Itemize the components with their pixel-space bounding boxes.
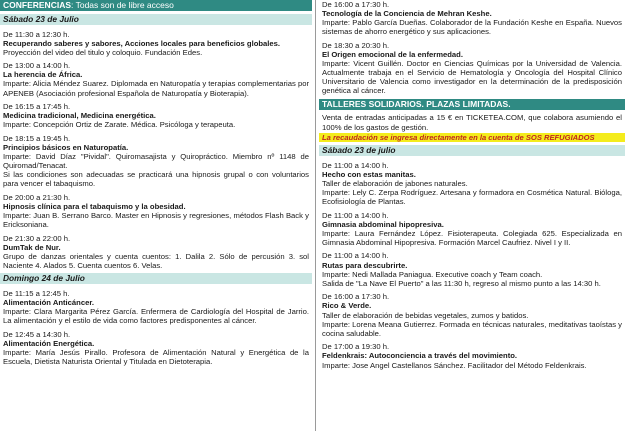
event-title: Hipnosis clínica para el tabaquismo y la obesidad. [3,202,186,212]
left-column [0,0,312,366]
event-title: La herencia de África. [3,70,83,80]
right-column [319,0,625,370]
event-description: Proyección del video del titulo y coloquio. Fundación Edes. [3,47,203,57]
event-item [319,251,625,287]
event-item [319,211,625,247]
left-day2-events [0,289,312,366]
banner-rest: : Todas son de libre acceso [71,0,174,10]
left-day1-events [0,30,312,271]
event-description: Imparte: Nedi Mallada Paniagua. Executive coach y Team coach. [322,269,543,279]
event-item [319,342,625,369]
refugiados-highlight: La recaudación se ingresa directamente en la cuenta de SOS REFUGIADOS [319,133,625,143]
event-description: Imparte: Concepción Ortiz de Zarate. Médica. Psicóloga y terapeuta. [3,120,236,130]
event-description: Imparte: Laura Fernández López. Fisioterapeuta. Colegiada 625. Especializada en Gimnasia Abdominal Hipopresiva. Formación Marcel Caufriez. Nivel I y II. [322,228,622,247]
event-time: De 16:00 a 17:30 h. [322,0,390,9]
event-title: Alimentación Anticáncer. [3,297,95,307]
event-time: De 11:30 a 12:30 h. [3,29,70,39]
event-description: Si las condiciones son adecuadas se practicará una hipnosis grupal o con voluntarios para vencer el tabaquismo. [3,170,309,189]
event-title: Feldenkrais: Autoconciencia a través del movimiento. [322,351,518,361]
event-title: Medicina tradicional, Medicina energética. [3,111,156,121]
event-description: Imparte: David Díaz "Pividal". Quiromasajista y Quiropráctico. Miembro nº 1148 de Quiromad/Tenacat. [3,152,309,171]
event-item [0,61,312,97]
event-description: Imparte: Lorena Meana Gutierrez. Formada en técnicas naturales, meditativas taoístas y cocina saludable. [322,319,622,338]
event-time: De 16:00 a 17:30 h. [322,292,390,302]
day-heading-sunday: Domingo 24 de Julio [0,273,312,284]
event-description: Taller de elaboración de bebidas vegetales, zumos y batidos. [322,310,529,320]
event-time: De 11:15 a 12:45 h. [3,288,70,298]
event-time: De 11:00 a 14:00 h. [322,210,389,220]
event-description: Imparte: María Jesús Pirallo. Profesora de Alimentación Natural y Energética de la Escuela, Dietista Naturista Oriental y Titulada en Dietoterapia. [3,347,309,366]
talleres-info: Venta de entradas anticipadas a 15 € en TICKETEA.COM, que colabora asumiendo el 100% de los gastos de gestión. [322,113,622,132]
event-time: De 11:00 a 14:00 h. [322,251,389,261]
talleres-banner: TALLERES SOLIDARIOS. PLAZAS LIMITADAS. [319,99,625,110]
event-item [319,0,625,36]
banner-bold: CONFERENCIAS [3,0,72,10]
event-title: Hecho con estas manitas. [322,169,416,179]
event-description: Imparte: Clara Margarita Pérez García. Enfermera de Cardiología del Hospital de Jarrio. La alimentación y el estilo de vida como factores predisponentes al cáncer. [3,306,309,326]
event-item [319,161,625,206]
event-title: Tecnología de la Conciencia de Mehran Keshe. [322,9,492,19]
event-item [319,41,625,96]
event-time: De 21:30 a 22:00 h. [3,233,71,243]
event-item [0,102,312,129]
event-title: Alimentación Energética. [3,338,95,348]
right-top-events [319,0,625,95]
event-description: Imparte: Lely C. Zerpa Rodríguez. Artesana y formadora en Cosmética Natural. Bióloga, Ecofisiología de Plantas. [322,187,622,206]
event-title: Principios básicos en Naturopatía. [3,143,129,153]
event-description: Imparte: Alicia Méndez Suarez. Diplomada en Naturopatía y terapias complementarias por APENEB (Asociación profesional Española de Naturopatía y Bioterapia). [3,79,309,98]
event-time: De 18:15 a 19:45 h. [3,133,71,143]
event-time: De 12:45 a 14:30 h. [3,329,71,339]
event-item [0,234,312,270]
event-title: Rutas para descubrirte. [322,260,408,270]
day-heading-saturday: Sábado 23 de Julio [0,14,312,25]
event-description: Imparte: Jose Angel Castellanos Sánchez. Facilitador del Método Feldenkrais. [322,360,587,370]
event-time: De 18:30 a 20:30 h. [322,40,390,50]
event-description: Grupo de danzas orientales y cuenta cuentos: 1. Dalila 2. Sólo de percusión 3. sol Naciente 4. Alados 5. Cuenta cuentos 6. Velas. [3,252,309,271]
event-description: Imparte: Juan B. Serrano Barco. Master en Hipnosis y regresiones, métodos Flash Back y Ericksoniana. [3,211,309,230]
event-item [0,30,312,57]
column-divider [315,0,316,431]
event-item [0,134,312,189]
event-title: DumTak de Nur. [3,242,61,252]
event-description: Imparte: Vicent Guillén. Doctor en Ciencias Químicas por la Universidad de Valencia. Actualmente trabaja en el Servicio de Hematología y Oncología del Hospital Clínico Universitario de Valencia como investigador en la determinación de la predisposición genética al cáncer. [322,59,622,96]
event-title: Rico & Verde. [322,301,372,311]
event-description: Salida de "La Nave El Puerto" a las 11:30 h, regreso al mismo punto a las 14:30 h. [322,278,601,288]
event-time: De 16:15 a 17:45 h. [3,102,71,112]
event-time: De 17:00 a 19:30 h. [322,342,390,352]
event-title: El Origen emocional de la enfermedad. [322,49,463,59]
event-time: De 11:00 a 14:00 h. [322,160,389,170]
event-title: Recuperando saberes y sabores, Acciones locales para beneficios globales. [3,38,281,48]
event-time: De 20:00 a 21:30 h. [3,193,71,202]
event-item [0,330,312,366]
right-day1-events [319,161,625,370]
conferencias-banner [0,0,312,11]
event-time: De 13:00 a 14:00 h. [3,61,71,71]
event-description: Taller de elaboración de jabones naturales. [322,178,468,188]
event-item [0,193,312,229]
event-description: Imparte: Pablo García Dueñas. Colaborador de la Fundación Keshe en España. Nuevos sistemas de ahorro energético y sus aplicaciones. [322,18,622,37]
day-heading-saturday-talleres: Sábado 23 de julio [319,145,625,156]
event-title: Gimnasia abdominal hipopresiva. [322,219,444,229]
event-item [319,292,625,337]
event-item [0,289,312,325]
